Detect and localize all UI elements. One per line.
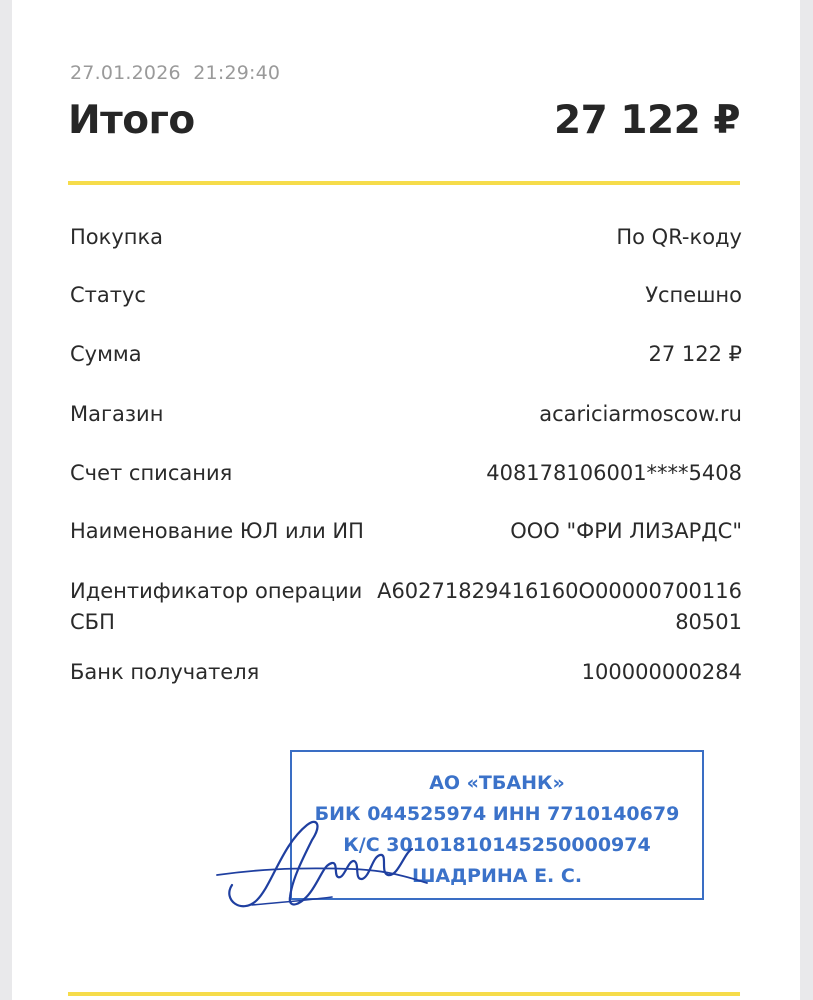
detail-label: Счет списания bbox=[70, 461, 233, 485]
receipt bbox=[12, 0, 800, 1000]
bank-stamp bbox=[290, 750, 704, 900]
stamp-line: БИК 044525974 ИНН 7710140679 bbox=[314, 803, 680, 825]
detail-value: acariciarmoscow.ru bbox=[539, 402, 742, 426]
detail-value: Успешно bbox=[645, 283, 742, 307]
detail-label: Покупка bbox=[70, 225, 164, 249]
detail-value: 100000000284 bbox=[581, 660, 742, 684]
detail-value: ООО "ФРИ ЛИЗАРДС" bbox=[510, 519, 742, 543]
detail-label: Статус bbox=[70, 283, 146, 307]
bottom-divider bbox=[68, 992, 740, 996]
total-label: Итого bbox=[68, 98, 195, 143]
total-amount: 27 122 ₽ bbox=[554, 98, 740, 143]
detail-value: 408178106001****5408 bbox=[486, 461, 742, 485]
receipt-datetime: 27.01.2026 21:29:40 bbox=[70, 62, 281, 84]
detail-value: По QR-коду bbox=[616, 225, 742, 249]
detail-label: Наименование ЮЛ или ИП bbox=[70, 519, 364, 543]
detail-row-sbp-id bbox=[70, 576, 742, 640]
stamp-line: ШАДРИНА Е. С. bbox=[411, 865, 583, 887]
detail-label: Сумма bbox=[70, 342, 142, 366]
detail-value: 27 122 ₽ bbox=[648, 342, 742, 366]
detail-label: Банк получателя bbox=[70, 660, 260, 684]
detail-value: A60271829416160O00000700116 80501 bbox=[377, 579, 742, 634]
stamp-line: АО «ТБАНК» bbox=[429, 772, 565, 794]
top-divider bbox=[68, 181, 740, 185]
detail-label: Магазин bbox=[70, 402, 164, 426]
detail-label: Идентификатор операции СБП bbox=[70, 579, 363, 634]
stamp-line: К/С 30101810145250000974 bbox=[343, 834, 651, 856]
